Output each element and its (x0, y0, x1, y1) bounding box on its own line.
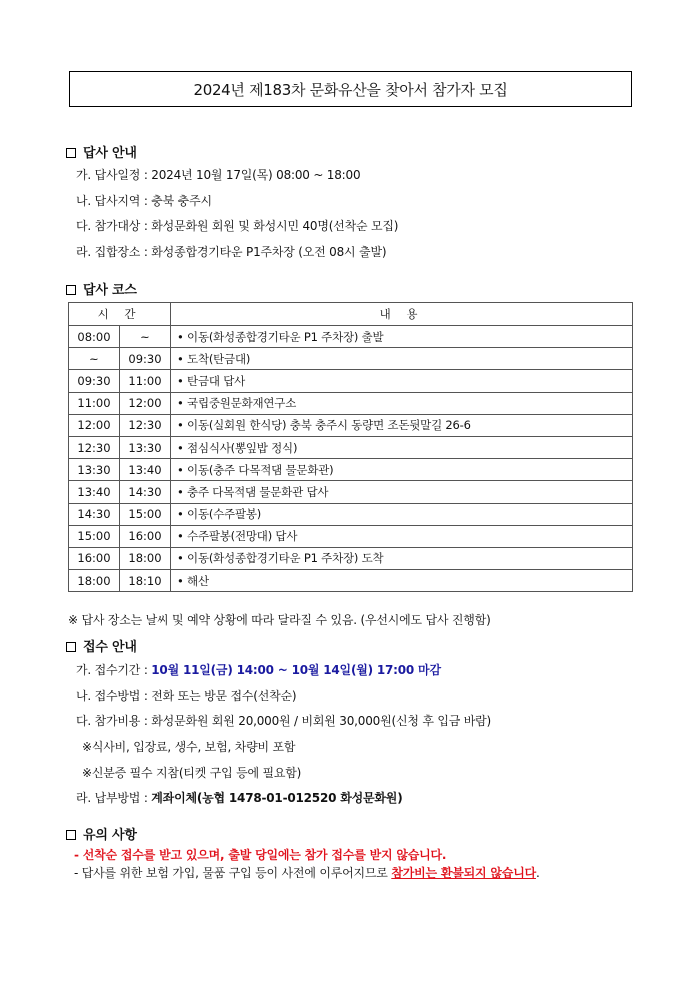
row-start-time: 12:00 (69, 414, 120, 436)
course-table (68, 302, 633, 592)
row-start-time: 14:30 (69, 503, 120, 525)
section-course-heading: 답사 코스 (66, 279, 137, 298)
row-description: • 점심식사(뽕잎밥 정식) (171, 436, 633, 458)
reception-payment: 라. 납부방법 : 계좌이체(농협 1478-01-012520 화성문화원) (76, 791, 403, 805)
row-end-time: 18:00 (120, 547, 171, 569)
table-row (69, 525, 633, 547)
page-title-text: 2024년 제183차 문화유산을 찾아서 참가자 모집 (193, 80, 508, 99)
reception-method: 나. 접수방법 : 전화 또는 방문 접수(선착순) (76, 689, 297, 703)
row-description: • 이동(수주팔봉) (171, 503, 633, 525)
course-table-header (69, 303, 633, 326)
row-end-time: 12:30 (120, 414, 171, 436)
reception-fee-note-2: ※신분증 필수 지참(티켓 구입 등에 필요함) (82, 766, 302, 780)
row-start-time: ~ (69, 348, 120, 370)
row-start-time: 08:00 (69, 326, 120, 348)
square-bullet-icon (66, 830, 76, 840)
row-description: • 국립중원문화재연구소 (171, 392, 633, 414)
square-bullet-icon (66, 642, 76, 652)
row-end-time: 15:00 (120, 503, 171, 525)
row-start-time: 15:00 (69, 525, 120, 547)
row-start-time: 18:00 (69, 570, 120, 592)
reception-period: 가. 접수기간 : 10월 11일(금) 14:00 ~ 10월 14일(월) 17:00 마감 (76, 663, 441, 677)
table-row (69, 570, 633, 592)
row-description: • 이동(실회원 한식당) 충북 충주시 동량면 조돈뒷말길 26-6 (171, 414, 633, 436)
row-end-time: 09:30 (120, 348, 171, 370)
row-end-time: 13:30 (120, 436, 171, 458)
table-row (69, 370, 633, 392)
row-description: • 이동(화성종합경기타운 P1 주차장) 도착 (171, 547, 633, 569)
row-end-time: 12:00 (120, 392, 171, 414)
table-row (69, 547, 633, 569)
course-note: ※ 답사 장소는 날씨 및 예약 상황에 따라 달라질 수 있음. (우선시에도 답사 진행함) (68, 613, 491, 627)
table-row (69, 392, 633, 414)
row-description: • 탄금대 답사 (171, 370, 633, 392)
row-description: • 도착(탄금대) (171, 348, 633, 370)
row-start-time: 16:00 (69, 547, 120, 569)
guide-item-target: 다. 참가대상 : 화성문화원 회원 및 화성시민 40명(선착순 모집) (76, 219, 399, 233)
row-description: • 수주팔봉(전망대) 답사 (171, 525, 633, 547)
table-row (69, 459, 633, 481)
row-end-time: ~ (120, 326, 171, 348)
table-row (69, 436, 633, 458)
row-start-time: 09:30 (69, 370, 120, 392)
guide-item-meeting-place: 라. 집합장소 : 화성종합경기타운 P1주차장 (오전 08시 출발) (76, 245, 387, 259)
row-start-time: 13:40 (69, 481, 120, 503)
page-title (69, 71, 632, 107)
square-bullet-icon (66, 148, 76, 158)
row-end-time: 18:10 (120, 570, 171, 592)
square-bullet-icon (66, 285, 76, 295)
row-end-time: 13:40 (120, 459, 171, 481)
table-row (69, 348, 633, 370)
table-row (69, 481, 633, 503)
row-description: • 이동(충주 다목적댐 물문화관) (171, 459, 633, 481)
row-end-time: 11:00 (120, 370, 171, 392)
guide-item-schedule: 가. 답사일정 : 2024년 10월 17일(목) 08:00 ~ 18:00 (76, 168, 361, 182)
reception-payment-value: 계좌이체(농협 1478-01-012520 화성문화원) (151, 791, 403, 805)
reception-fee: 다. 참가비용 : 화성문화원 회원 20,000원 / 비회원 30,000원(신청 후 입금 바람) (76, 714, 492, 728)
section-caution-heading: 유의 사항 (66, 824, 137, 843)
row-end-time: 14:30 (120, 481, 171, 503)
row-description: • 충주 다목적댐 물문화관 답사 (171, 481, 633, 503)
row-description: • 이동(화성종합경기타운 P1 주차장) 출발 (171, 326, 633, 348)
caution-refund-emphasis: 참가비는 환불되지 않습니다 (391, 866, 536, 880)
table-row (69, 503, 633, 525)
row-start-time: 13:30 (69, 459, 120, 481)
row-start-time: 12:30 (69, 436, 120, 458)
col-content-header: 내 용 (171, 303, 633, 326)
table-row (69, 326, 633, 348)
row-end-time: 16:00 (120, 525, 171, 547)
row-start-time: 11:00 (69, 392, 120, 414)
section-reception-heading: 접수 안내 (66, 636, 137, 655)
guide-item-region: 나. 답사지역 : 충북 충주시 (76, 194, 212, 208)
caution-line-2: - 답사를 위한 보험 가입, 물품 구입 등이 사전에 이루어지므로 참가비는 환불되지 않습니다. (74, 866, 540, 880)
reception-fee-note-1: ※식사비, 입장료, 생수, 보험, 차량비 포함 (82, 740, 296, 754)
row-description: • 해산 (171, 570, 633, 592)
reception-period-value: 10월 11일(금) 14:00 ~ 10월 14일(월) 17:00 마감 (151, 663, 441, 677)
table-row (69, 414, 633, 436)
col-time-header: 시 간 (69, 303, 171, 326)
caution-line-1: - 선착순 접수를 받고 있으며, 출발 당일에는 참가 접수를 받지 않습니다. (74, 848, 447, 862)
section-guide-heading: 답사 안내 (66, 142, 137, 161)
